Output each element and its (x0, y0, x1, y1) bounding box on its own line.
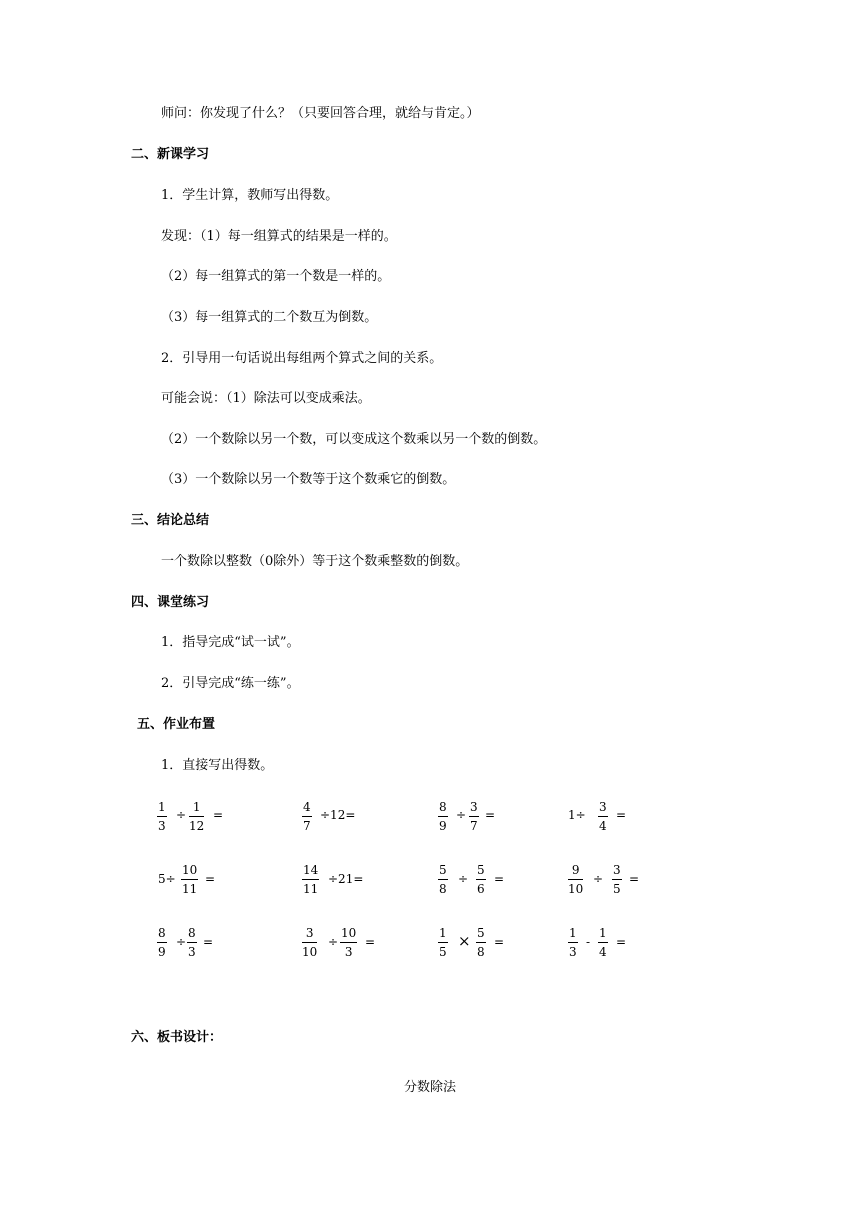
denominator: 7 (303, 819, 311, 833)
divide-sign: ÷ (176, 808, 187, 822)
numerator: 1 (189, 800, 204, 817)
denominator: 4 (599, 819, 607, 833)
numerator: 3 (302, 926, 317, 943)
denominator: 9 (158, 945, 166, 959)
divide-expression: ÷12= (320, 808, 356, 822)
divide-expression: 5÷ (158, 872, 176, 886)
equals-sign: = (203, 935, 214, 949)
denominator: 8 (477, 945, 485, 959)
numerator: 3 (469, 800, 479, 817)
fraction (302, 926, 317, 959)
numerator: 8 (157, 926, 167, 943)
denominator: 9 (439, 819, 447, 833)
fraction (568, 926, 578, 959)
denominator: 12 (189, 819, 205, 833)
denominator: 7 (470, 819, 478, 833)
numerator: 10 (340, 926, 357, 943)
possible-answer-2: （2）一个数除以另一个数，可以变成这个数乘以另一个数的倒数。 (161, 432, 547, 447)
fraction (598, 800, 608, 833)
denominator: 11 (182, 882, 198, 896)
denominator: 11 (303, 882, 319, 896)
divide-sign: ÷ (176, 935, 187, 949)
equals-sign: = (494, 935, 505, 949)
step-1: 1．学生计算，教师写出得数。 (161, 188, 339, 203)
denominator: 6 (477, 882, 485, 896)
equals-sign: = (616, 935, 627, 949)
fraction (302, 863, 319, 896)
denominator: 10 (302, 945, 318, 959)
numerator: 4 (302, 800, 312, 817)
denominator: 4 (599, 945, 607, 959)
divide-sign: ÷ (456, 808, 467, 822)
finding-3: （3）每一组算式的二个数互为倒数。 (161, 310, 378, 325)
fraction (187, 926, 197, 959)
numerator: 10 (181, 863, 198, 880)
denominator: 8 (439, 882, 447, 896)
section-heading-homework: 五、作业布置 (137, 717, 216, 732)
fraction (476, 926, 486, 959)
fraction (469, 800, 479, 833)
section-heading-board-design: 六、板书设计： (131, 1030, 223, 1045)
practice-2: 2．引导完成“练一练”。 (161, 676, 300, 691)
finding-1: 发现：（1）每一组算式的结果是一样的。 (161, 229, 397, 244)
fraction (438, 863, 448, 896)
conclusion-text: 一个数除以整数（0除外）等于这个数乘整数的倒数。 (161, 554, 469, 569)
numerator: 8 (187, 926, 197, 943)
divide-sign: ÷ (593, 872, 604, 886)
denominator: 3 (188, 945, 196, 959)
section-heading-practice: 四、课堂练习 (131, 595, 210, 610)
minus-sign: - (586, 935, 591, 949)
denominator: 3 (569, 945, 577, 959)
numerator: 1 (157, 800, 167, 817)
step-2: 2．引导用一句话说出每组两个算式之间的关系。 (161, 351, 443, 366)
numerator: 3 (598, 800, 608, 817)
divide-sign: ÷ (458, 872, 469, 886)
fraction (181, 863, 198, 896)
denominator: 10 (568, 882, 584, 896)
equals-sign: = (494, 872, 505, 886)
equals-sign: = (485, 808, 496, 822)
teacher-question: 师问：你发现了什么？（只要回答合理，就给与肯定。） (161, 106, 480, 121)
numerator: 1 (568, 926, 578, 943)
multiply-sign: × (458, 932, 471, 950)
equals-sign: = (616, 808, 627, 822)
section-heading-new-lesson: 二、新课学习 (131, 147, 210, 162)
fraction (438, 800, 448, 833)
homework-1: 1．直接写出得数。 (161, 758, 274, 773)
fraction (340, 926, 357, 959)
fraction (476, 863, 486, 896)
divide-expression: ÷21= (328, 872, 364, 886)
numerator: 3 (612, 863, 622, 880)
fraction (438, 926, 448, 959)
divide-expression: 1÷ (568, 808, 586, 822)
fraction (568, 863, 583, 896)
numerator: 1 (598, 926, 608, 943)
equals-sign: = (365, 935, 376, 949)
fraction (598, 926, 608, 959)
denominator: 5 (613, 882, 621, 896)
numerator: 5 (476, 926, 486, 943)
numerator: 1 (438, 926, 448, 943)
denominator: 5 (439, 945, 447, 959)
fraction (612, 863, 622, 896)
board-title: 分数除法 (403, 1080, 456, 1095)
section-heading-conclusion: 三、结论总结 (131, 513, 210, 528)
possible-answer-1: 可能会说：（1）除法可以变成乘法。 (161, 391, 371, 406)
numerator: 5 (438, 863, 448, 880)
numerator: 5 (476, 863, 486, 880)
equals-sign: = (205, 872, 216, 886)
possible-answer-3: （3）一个数除以另一个数等于这个数乘它的倒数。 (161, 472, 456, 487)
fraction (189, 800, 204, 833)
numerator: 14 (302, 863, 319, 880)
fraction (157, 926, 167, 959)
numerator: 9 (568, 863, 583, 880)
denominator: 3 (158, 819, 166, 833)
fraction (302, 800, 312, 833)
divide-sign: ÷ (328, 935, 339, 949)
equals-sign: = (213, 808, 224, 822)
finding-2: （2）每一组算式的第一个数是一样的。 (161, 269, 391, 284)
denominator: 3 (344, 945, 353, 959)
equals-sign: = (629, 872, 640, 886)
fraction (157, 800, 167, 833)
practice-1: 1．指导完成“试一试”。 (161, 635, 300, 650)
numerator: 8 (438, 800, 448, 817)
